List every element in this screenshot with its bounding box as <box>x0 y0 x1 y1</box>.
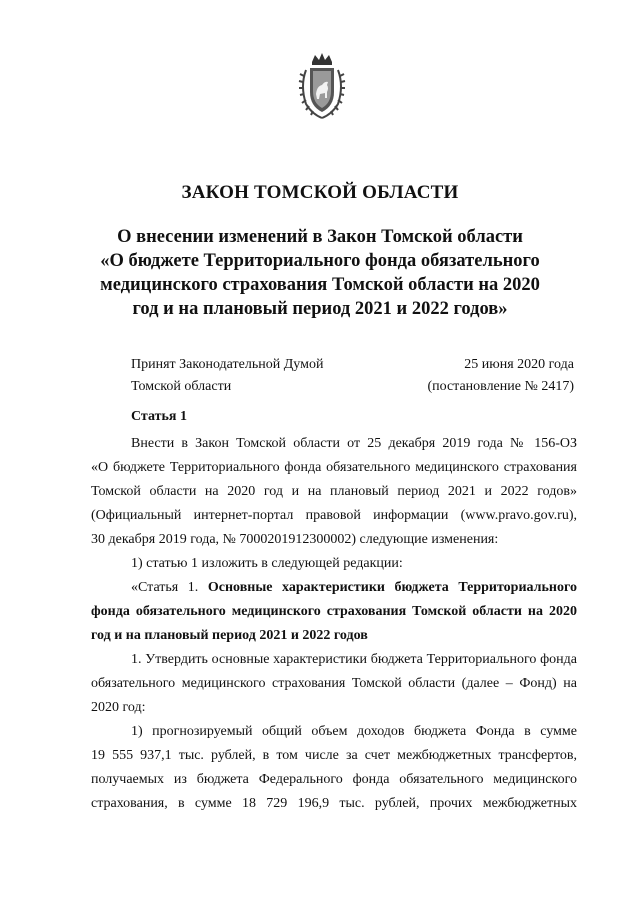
body-line: (Официальный интернет-портал правовой информации (www.pravo.gov.ru), <box>91 508 577 523</box>
quote-heading-part: Основные характеристики бюджета Территориального <box>207 580 577 595</box>
body-line: 1. Утвердить основные характеристики бюджета Территориального фонда <box>131 652 577 667</box>
law-subtitle <box>60 225 580 321</box>
body-line: 30 декабря 2019 года, № 7000201912300002) следующие изменения: <box>91 532 499 547</box>
body-line: 19 555 937,1 тыс. рублей, в том числе за счет межбюджетных трансфертов, <box>91 748 577 763</box>
adoption-body-line: Принят Законодательной Думой <box>131 357 324 372</box>
subtitle-line: медицинского страхования Томской области на 2020 <box>100 275 540 295</box>
adoption-body-line: Томской области <box>131 379 232 394</box>
subtitle-line: О внесении изменений в Закон Томской области <box>117 227 523 247</box>
body-line: обязательного медицинского страхования Томской области (далее – Фонд) на <box>91 676 577 691</box>
adoption-date <box>427 354 574 398</box>
quote-heading-line: фонда обязательного медицинского страхования Томской области на 2020 <box>91 604 577 619</box>
adoption-body <box>131 354 323 398</box>
quote-heading-line: год и на плановый период 2021 и 2022 годов <box>91 628 368 643</box>
body-line: Томской области на 2020 год и на плановый период 2021 и 2022 годов» <box>91 484 577 499</box>
subtitle-line: «О бюджете Территориального фонда обязательного <box>100 251 540 271</box>
quote-prefix: «Статья 1. <box>131 580 208 595</box>
body-line: 2020 год: <box>91 700 146 715</box>
subtitle-line: год и на плановый период 2021 и 2022 годов» <box>132 299 508 319</box>
coat-of-arms-icon <box>296 52 348 122</box>
adoption-resolution-line: (постановление № 2417) <box>427 379 574 394</box>
body-line: Внести в Закон Томской области от 25 декабря 2019 года № 156-ОЗ <box>131 436 577 451</box>
adoption-date-line: 25 июня 2020 года <box>464 357 574 372</box>
article-body <box>91 432 577 816</box>
article-heading: Статья 1 <box>131 409 187 424</box>
body-line: 1) статью 1 изложить в следующей редакции: <box>131 556 403 571</box>
law-title: ЗАКОН ТОМСКОЙ ОБЛАСТИ <box>181 182 459 203</box>
body-line: получаемых из бюджета Федерального фонда обязательного медицинского <box>91 772 577 787</box>
body-line: 1) прогнозируемый общий объем доходов бюджета Фонда в сумме <box>131 724 577 739</box>
body-line: «О бюджете Территориального фонда обязательного медицинского страхования <box>91 460 577 475</box>
body-line: страхования, в сумме 18 729 196,9 тыс. рублей, прочих межбюджетных <box>91 796 577 811</box>
quote-line <box>91 576 577 600</box>
